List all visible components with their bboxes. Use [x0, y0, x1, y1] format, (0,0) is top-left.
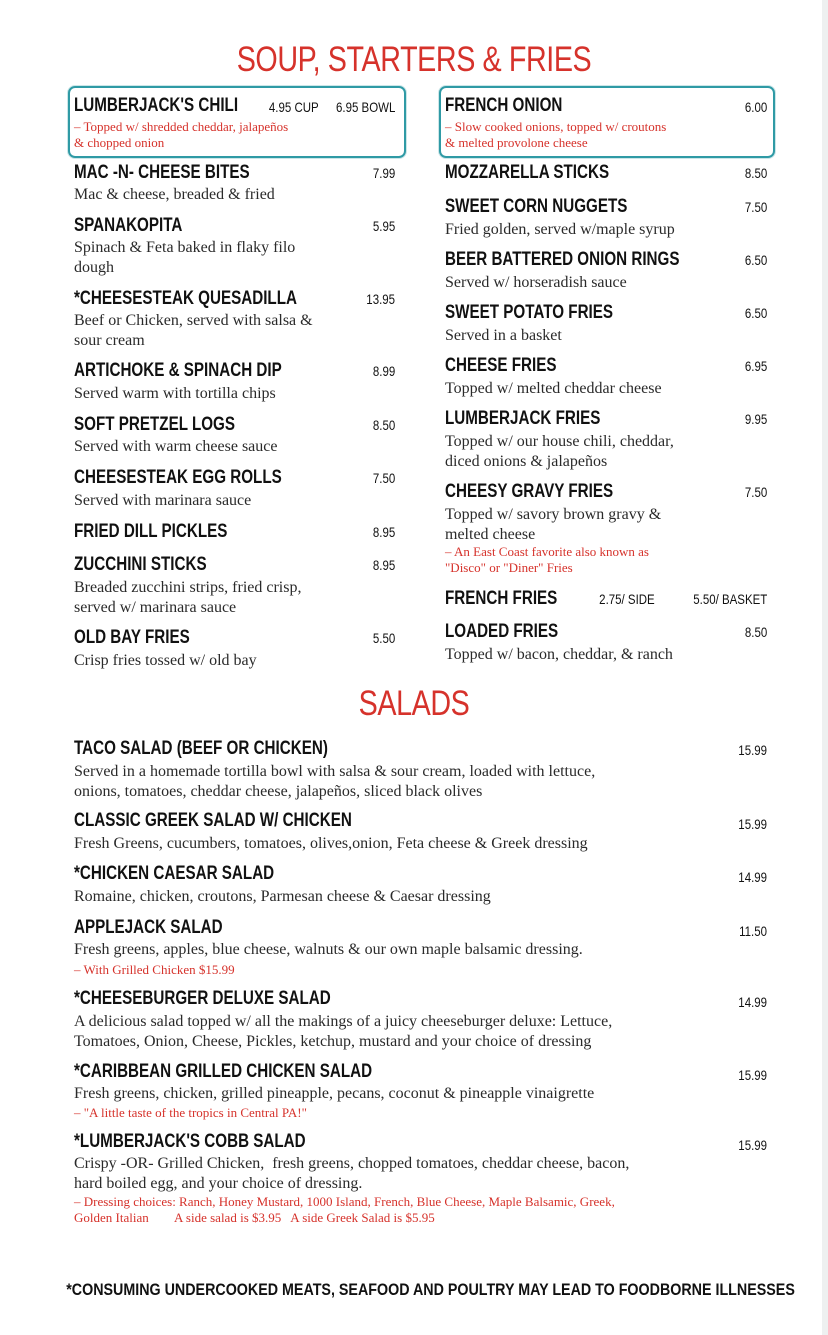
item-name: OLD BAY FRIES — [74, 627, 190, 648]
item-price: 9.95 — [744, 411, 767, 427]
item-name: MAC -N- CHEESE BITES — [74, 162, 250, 183]
item-description: Topped w/ savory brown gravy & melted cheese — [445, 506, 662, 543]
item-price: 15.99 — [738, 742, 767, 758]
item-name: ZUCCHINI STICKS — [74, 554, 207, 575]
item-description: Fresh Greens, cucumbers, tomatoes, olives,onion, Feta cheese & Greek dressing — [74, 835, 588, 852]
item-note: – Dressing choices: Ranch, Honey Mustard, 1000 Island, French, Blue Cheese, Maple Balsamic, Greek, Golden Italian A side salad is $3.95 A side Greek Salad is $5.95 — [74, 1194, 615, 1225]
item-price-cup: 4.95 CUP — [269, 99, 319, 115]
item-name: LUMBERJACK'S CHILI — [74, 95, 239, 116]
item-price: 5.95 — [372, 218, 395, 234]
item-price: 7.50 — [744, 484, 767, 500]
item-description: Spinach & Feta baked in flaky filo dough — [74, 239, 296, 276]
item-price: 6.00 — [744, 99, 767, 115]
item-note: – "A little taste of the tropics in Central PA!" — [74, 1105, 307, 1120]
item-description: Fried golden, served w/maple syrup — [445, 221, 675, 238]
item-price: 15.99 — [738, 1067, 767, 1083]
item-name: CHEESY GRAVY FRIES — [445, 481, 614, 502]
item-name: CLASSIC GREEK SALAD W/ CHICKEN — [74, 810, 352, 831]
item-description: Topped w/ our house chili, cheddar, diced onions & jalapeños — [445, 433, 674, 470]
item-description: Topped w/ bacon, cheddar, & ranch — [445, 646, 673, 663]
item-description: Mac & cheese, breaded & fried — [74, 186, 275, 203]
item-price: 8.95 — [372, 524, 395, 540]
item-description: Served warm with tortilla chips — [74, 385, 276, 402]
item-name: SWEET POTATO FRIES — [445, 302, 614, 323]
item-price: 15.99 — [738, 1137, 767, 1153]
item-description: Served w/ horseradish sauce — [445, 274, 627, 291]
item-price: 8.99 — [372, 363, 395, 379]
item-price: 14.99 — [738, 869, 767, 885]
item-description: Breaded zucchini strips, fried crisp, served w/ marinara sauce — [74, 579, 302, 616]
item-name: ARTICHOKE & SPINACH DIP — [74, 360, 282, 381]
item-price: 15.99 — [738, 816, 767, 832]
item-price: 7.99 — [372, 165, 395, 181]
item-price: 7.50 — [744, 199, 767, 215]
item-name: FRENCH ONION — [445, 95, 563, 116]
item-name: SOFT PRETZEL LOGS — [74, 414, 236, 435]
item-note: – With Grilled Chicken $15.99 — [74, 962, 235, 977]
item-description: Fresh greens, chicken, grilled pineapple, pecans, coconut & pineapple vinaigrette — [74, 1085, 595, 1102]
item-name: SPANAKOPITA — [74, 215, 183, 236]
item-price: 11.50 — [739, 923, 767, 939]
item-price: 6.50 — [744, 305, 767, 321]
item-name: CHEESESTEAK EGG ROLLS — [74, 467, 282, 488]
item-price: 8.50 — [372, 417, 395, 433]
item-name: BEER BATTERED ONION RINGS — [445, 249, 680, 270]
item-note: – Topped w/ shredded cheddar, jalapeños & chopped onion — [74, 119, 289, 150]
item-price-side: 2.75/ SIDE — [599, 591, 655, 607]
item-price-basket: 5.50/ BASKET — [692, 591, 767, 607]
item-price: 8.50 — [744, 165, 767, 181]
item-name: SWEET CORN NUGGETS — [445, 196, 628, 217]
item-price: 8.95 — [372, 557, 395, 573]
item-name: *CHEESEBURGER DELUXE SALAD — [74, 988, 331, 1009]
section-title-soup-starters-fries: SOUP, STARTERS & FRIES — [236, 40, 592, 79]
item-name: CHEESE FRIES — [445, 355, 557, 376]
item-description: Served in a homemade tortilla bowl with salsa & sour cream, loaded with lettuce, onions, tomatoes, cheddar cheese, jalapeños, sliced black olives — [74, 763, 596, 800]
item-name: LUMBERJACK FRIES — [445, 408, 601, 429]
item-name: APPLEJACK SALAD — [74, 917, 223, 938]
item-name: *CHEESESTEAK QUESADILLA — [74, 288, 297, 309]
item-name: FRENCH FRIES — [445, 588, 558, 609]
item-description: Served in a basket — [445, 327, 562, 344]
item-description: Fresh greens, apples, blue cheese, walnuts & our own maple balsamic dressing. — [74, 941, 583, 958]
item-description: Served with marinara sauce — [74, 492, 252, 509]
item-name: *CARIBBEAN GRILLED CHICKEN SALAD — [74, 1061, 373, 1082]
item-price: 5.50 — [372, 630, 395, 646]
item-name: MOZZARELLA STICKS — [445, 162, 610, 183]
item-name: *LUMBERJACK'S COBB SALAD — [74, 1131, 306, 1152]
item-price: 6.95 — [744, 358, 767, 374]
item-name: FRIED DILL PICKLES — [74, 521, 228, 542]
food-safety-disclaimer: *CONSUMING UNDERCOOKED MEATS, SEAFOOD AND POULTRY MAY LEAD TO FOODBORNE ILLNESSES — [66, 1280, 795, 1299]
page-edge — [822, 0, 828, 1335]
item-description: Topped w/ melted cheddar cheese — [445, 380, 662, 397]
item-price-bowl: 6.95 BOWL — [335, 99, 395, 115]
section-title-salads: SALADS — [358, 684, 470, 723]
item-description: Served with warm cheese sauce — [74, 438, 278, 455]
item-price: 8.50 — [744, 624, 767, 640]
item-price: 7.50 — [372, 470, 395, 486]
item-description: Romaine, chicken, croutons, Parmesan cheese & Caesar dressing — [74, 888, 491, 905]
item-description: A delicious salad topped w/ all the makings of a juicy cheeseburger deluxe: Lettuce, Tomatoes, Onion, Cheese, Pickles, ketchup, mustard and your choice of dressing — [74, 1013, 613, 1050]
item-description: Crisp fries tossed w/ old bay — [74, 652, 257, 669]
item-note: – An East Coast favorite also known as "Disco" or "Diner" Fries — [445, 544, 649, 575]
item-description: Crispy -OR- Grilled Chicken, fresh greens, chopped tomatoes, cheddar cheese, bacon, hard boiled egg, and your choice of dressing. — [74, 1155, 630, 1192]
item-price: 14.99 — [738, 994, 767, 1010]
item-name: LOADED FRIES — [445, 621, 559, 642]
item-price: 6.50 — [744, 252, 767, 268]
item-price: 13.95 — [366, 291, 395, 307]
item-note: – Slow cooked onions, topped w/ croutons & melted provolone cheese — [445, 119, 667, 150]
item-description: Beef or Chicken, served with salsa & sour cream — [74, 312, 313, 349]
item-name: TACO SALAD (BEEF OR CHICKEN) — [74, 738, 328, 759]
item-name: *CHICKEN CAESAR SALAD — [74, 863, 275, 884]
